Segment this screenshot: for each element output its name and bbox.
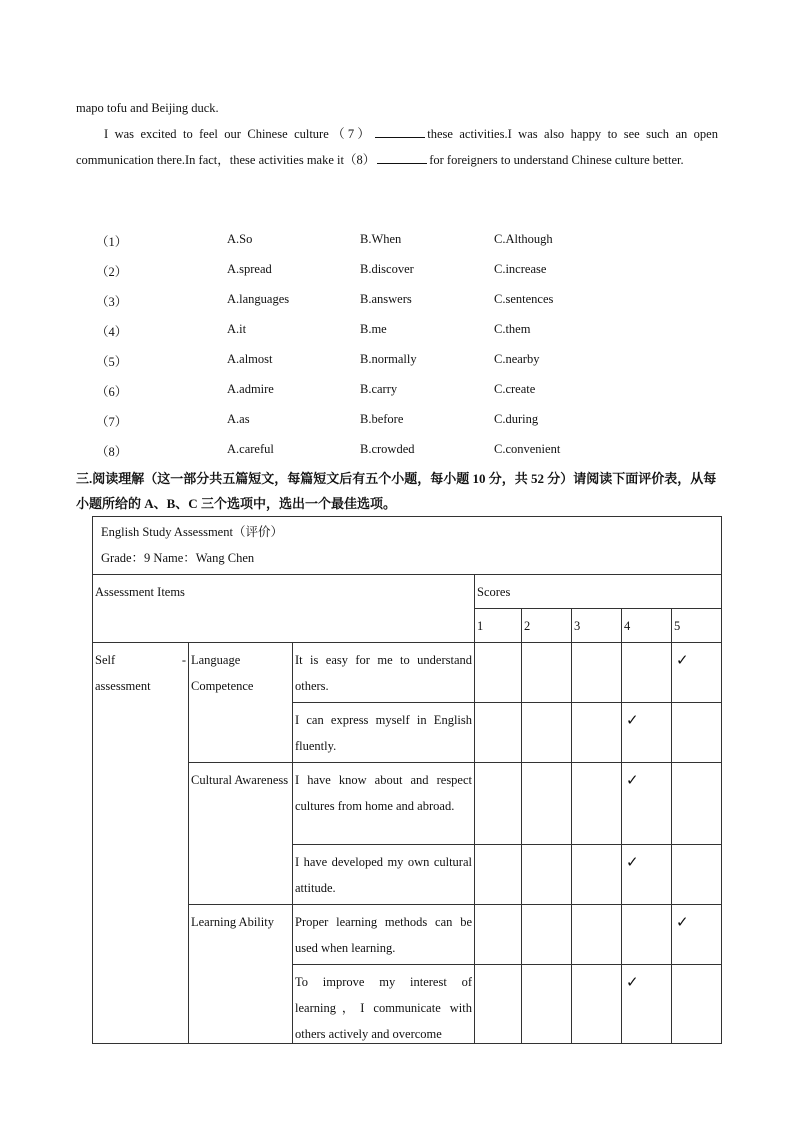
option-a[interactable]: A.almost xyxy=(227,352,273,366)
score-cell[interactable] xyxy=(522,763,572,845)
score-cell[interactable] xyxy=(475,845,522,905)
group-name: Language Competence xyxy=(189,643,293,763)
passage-text: mapo tofu and Beijing duck. xyxy=(76,101,219,115)
item-text: I have developed my own cultural attitude. xyxy=(293,845,475,905)
question-number: （4） xyxy=(96,325,128,339)
option-c[interactable]: C.convenient xyxy=(494,442,561,456)
check-icon[interactable]: ✓ xyxy=(672,905,722,965)
score-col-label: 1 xyxy=(475,609,522,643)
category-label: assessment xyxy=(95,679,151,693)
question-number: （2） xyxy=(96,265,128,279)
score-cell[interactable] xyxy=(672,763,722,845)
score-cell[interactable] xyxy=(672,845,722,905)
check-icon[interactable]: ✓ xyxy=(622,845,672,905)
answer-blank-8[interactable] xyxy=(377,151,427,164)
check-icon[interactable]: ✓ xyxy=(672,643,722,703)
category-label: Self xyxy=(95,653,116,667)
passage-line xyxy=(76,95,718,121)
scores-header: Scores xyxy=(475,575,722,609)
question-number: （6） xyxy=(96,385,128,399)
check-icon[interactable]: ✓ xyxy=(622,763,672,845)
score-cell[interactable] xyxy=(572,965,622,1044)
score-col-label: 2 xyxy=(522,609,572,643)
passage-text: for foreigners to understand Chinese culture better. xyxy=(429,153,684,167)
answer-blank-7[interactable] xyxy=(375,125,425,138)
score-cell[interactable] xyxy=(572,845,622,905)
passage-paragraph xyxy=(76,121,718,173)
category-cell xyxy=(93,643,189,1044)
option-row xyxy=(76,228,676,258)
option-b[interactable]: B.crowded xyxy=(360,442,415,456)
score-cell[interactable] xyxy=(572,905,622,965)
item-text-cell xyxy=(293,965,475,1044)
score-cell[interactable] xyxy=(522,965,572,1044)
table-title-row xyxy=(93,517,722,575)
option-a[interactable]: A.languages xyxy=(227,292,290,306)
score-cell[interactable] xyxy=(475,763,522,845)
score-cell[interactable] xyxy=(522,845,572,905)
option-b[interactable]: B.normally xyxy=(360,352,417,366)
score-cell[interactable] xyxy=(572,703,622,763)
score-cell[interactable] xyxy=(522,905,572,965)
option-a[interactable]: A.admire xyxy=(227,382,274,396)
check-icon[interactable]: ✓ xyxy=(622,965,672,1044)
question-number: （1） xyxy=(96,235,128,249)
option-a[interactable]: A.careful xyxy=(227,442,274,456)
score-cell[interactable] xyxy=(522,703,572,763)
option-c[interactable]: C.create xyxy=(494,382,536,396)
option-c[interactable]: C.increase xyxy=(494,262,547,276)
items-header: Assessment Items xyxy=(93,575,475,643)
item-text: Proper learning methods can be used when learning. xyxy=(293,905,475,965)
option-a[interactable]: A.spread xyxy=(227,262,272,276)
option-c[interactable]: C.during xyxy=(494,412,539,426)
table-row xyxy=(93,643,722,703)
option-row xyxy=(76,438,676,468)
table-title-cell xyxy=(93,517,722,575)
item-text: It is easy for me to understand others. xyxy=(293,643,475,703)
option-c[interactable]: C.sentences xyxy=(494,292,554,306)
item-text: To improve my interest of learning，I communicate with others actively and overcome xyxy=(295,975,472,1041)
option-row xyxy=(76,288,676,318)
score-col-label: 5 xyxy=(672,609,722,643)
question-number: （5） xyxy=(96,355,128,369)
score-cell[interactable] xyxy=(672,703,722,763)
option-row xyxy=(76,258,676,288)
score-cell[interactable] xyxy=(572,643,622,703)
question-number: （7） xyxy=(96,415,128,429)
score-col-label: 3 xyxy=(572,609,622,643)
option-a[interactable]: A.as xyxy=(227,412,250,426)
score-cell[interactable] xyxy=(475,643,522,703)
option-row xyxy=(76,378,676,408)
option-b[interactable]: B.before xyxy=(360,412,404,426)
score-col-label: 4 xyxy=(622,609,672,643)
option-row xyxy=(76,348,676,378)
option-b[interactable]: B.me xyxy=(360,322,387,336)
option-a[interactable]: A.it xyxy=(227,322,247,336)
section-heading: 三.阅读理解（这一部分共五篇短文，每篇短文后有五个小题，每小题 10 分，共 52 分）请阅读下面评价表，从每小题所给的 A、B、C 三个选项中，选出一个最佳选项。 xyxy=(76,471,717,511)
check-icon[interactable]: ✓ xyxy=(622,703,672,763)
passage-text: these activities.I was also happy to see such an open communication there.In fact，these activities make it（8） xyxy=(76,127,718,167)
option-c[interactable]: C.Although xyxy=(494,232,553,246)
option-b[interactable]: B.carry xyxy=(360,382,398,396)
score-cell[interactable] xyxy=(572,763,622,845)
score-cell[interactable] xyxy=(475,703,522,763)
table-header-row xyxy=(93,575,722,609)
option-c[interactable]: C.nearby xyxy=(494,352,540,366)
option-b[interactable]: B.answers xyxy=(360,292,412,306)
score-cell[interactable] xyxy=(622,905,672,965)
item-text: I can express myself in English fluently. xyxy=(293,703,475,763)
score-cell[interactable] xyxy=(622,643,672,703)
assessment-table xyxy=(92,516,722,1044)
question-number: （3） xyxy=(96,295,128,309)
options-list xyxy=(76,228,676,468)
score-cell[interactable] xyxy=(475,965,522,1044)
option-c[interactable]: C.them xyxy=(494,322,531,336)
option-row xyxy=(76,318,676,348)
item-text: I have know about and respect cultures from home and abroad. xyxy=(293,763,475,845)
score-cell[interactable] xyxy=(475,905,522,965)
group-name: Cultural Awareness xyxy=(189,763,293,905)
question-number: （8） xyxy=(96,445,128,459)
category-dash: - xyxy=(181,653,186,667)
option-row xyxy=(76,408,676,438)
option-a[interactable]: A.So xyxy=(227,232,253,246)
group-name: Learning Ability xyxy=(189,905,293,1044)
table-info: Grade：9 Name：Wang Chen xyxy=(101,551,255,565)
option-b[interactable]: B.discover xyxy=(360,262,414,276)
passage-text: I was excited to feel our Chinese culture（7） xyxy=(104,127,374,141)
score-cell[interactable] xyxy=(522,643,572,703)
option-b[interactable]: B.When xyxy=(360,232,402,246)
table-title: English Study Assessment（评价） xyxy=(101,525,283,539)
score-cell[interactable] xyxy=(672,965,722,1044)
